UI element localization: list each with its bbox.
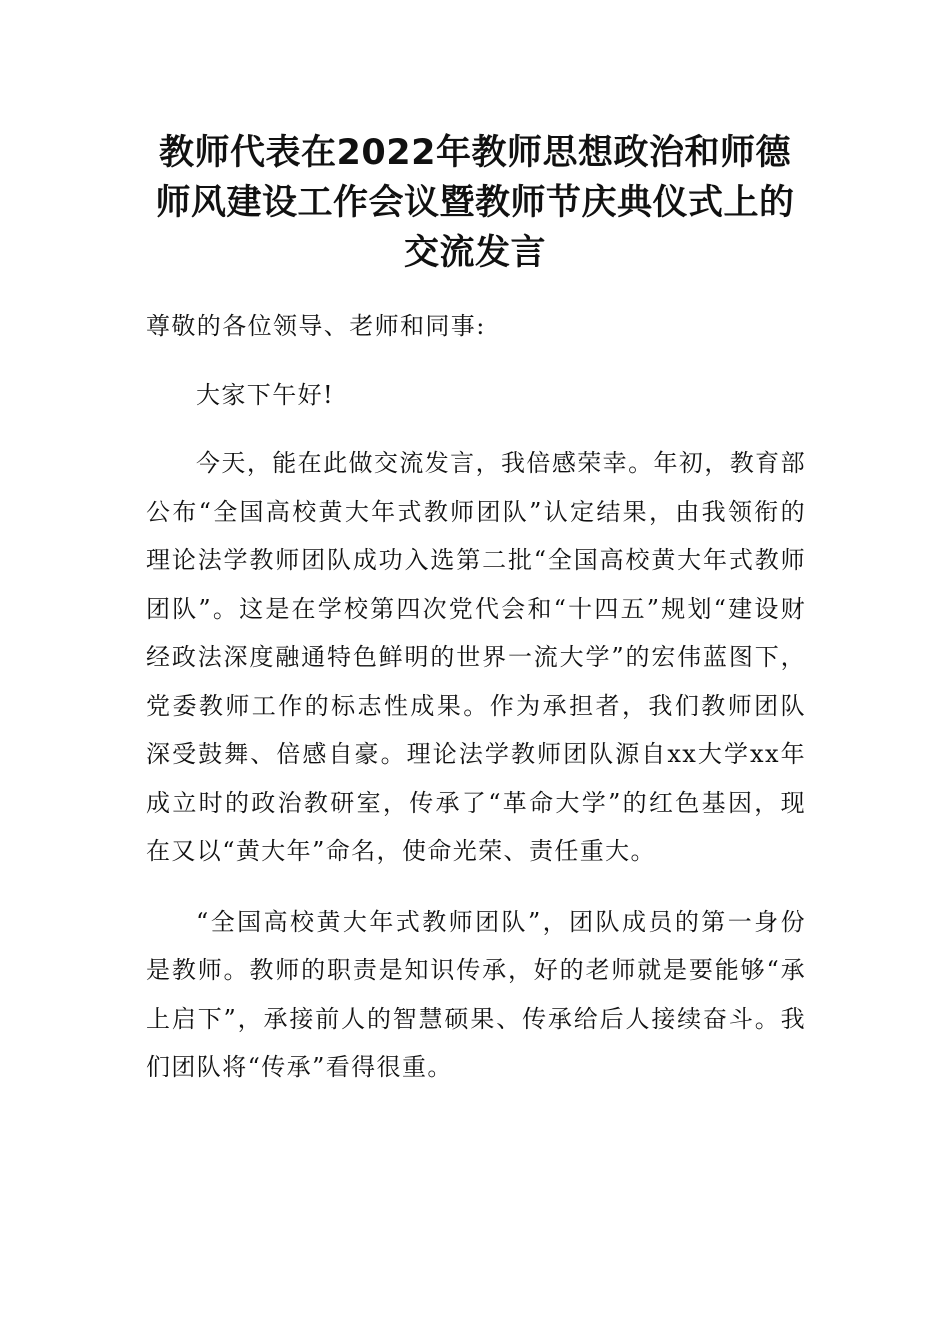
body-paragraph-1: 今天，能在此做交流发言，我倍感荣幸。年初，教育部公布“全国高校黄大年式教师团队”认定结果，由我领衔的理论法学教师团队成功入选第二批“全国高校黄大年式教师团队”。这是在学校第四次党代会和“十四五”规划“建设财经政法深度融通特色鲜明的世界一流大学”的宏伟蓝图下，党委教师工作的标志性成果。作为承担者，我们教师团队深受鼓舞、倍感自豪。理论法学教师团队源自xx大学xx年成立时的政治教研室，传承了“革命大学”的红色基因，现在又以“黄大年”命名，使命光荣、责任重大。 <box>146 449 806 865</box>
greeting: 大家下午好! <box>196 380 335 409</box>
title-line-1: 教师代表在2022年教师思想政治和师德 <box>159 133 791 173</box>
body-paragraph-2: “全国高校黄大年式教师团队”，团队成员的第一身份是教师。教师的职责是知识传承，好的老师就是要能够“承上启下”，承接前人的智慧硕果、传承给后人接续奋斗。我们团队将“传承”看得很重。 <box>146 907 806 1081</box>
document-title <box>130 128 820 278</box>
document-body <box>146 302 806 1092</box>
salutation: 尊敬的各位领导、老师和同事: <box>146 312 486 340</box>
title-line-2: 师风建设工作会议暨教师节庆典仪式上的 <box>155 183 795 223</box>
title-line-3: 交流发言 <box>403 233 546 273</box>
